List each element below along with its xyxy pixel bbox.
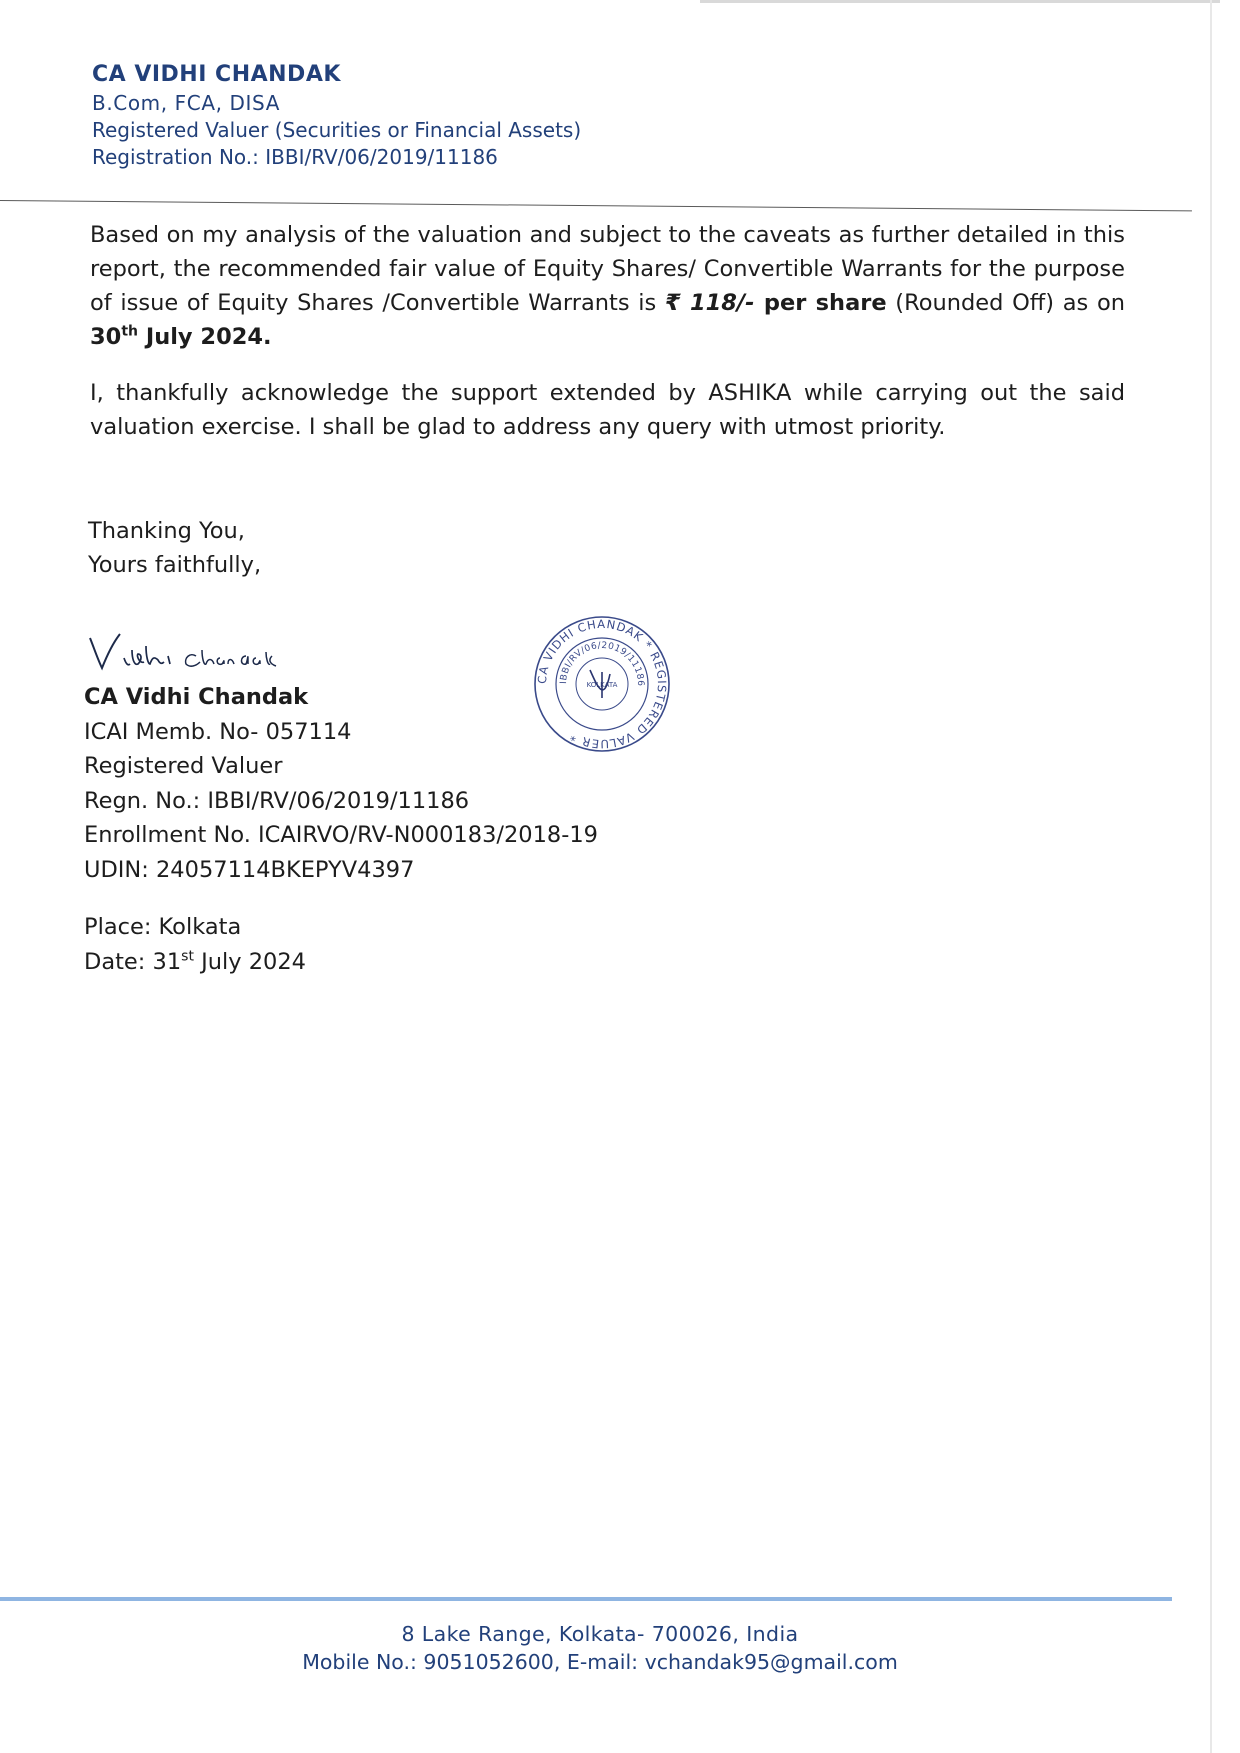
rounded-off-text: (Rounded Off) as on bbox=[886, 290, 1125, 316]
letterhead-designation: Registered Valuer (Securities or Financial Assets) bbox=[92, 118, 582, 142]
valuation-date-rest: July 2024. bbox=[137, 324, 272, 350]
date bbox=[84, 945, 306, 980]
letterhead-qualifications: B.Com, FCA, DISA bbox=[92, 91, 280, 115]
page-top-edge bbox=[700, 0, 1220, 3]
date-suffix: st bbox=[181, 948, 194, 965]
date-rest: July 2024 bbox=[193, 949, 306, 975]
page-right-edge bbox=[1210, 0, 1212, 1753]
footer-divider bbox=[0, 1597, 1172, 1601]
date-prefix: Date: 31 bbox=[84, 949, 182, 975]
valuation-date-suffix: th bbox=[121, 323, 138, 340]
letterhead-name: CA VIDHI CHANDAK bbox=[92, 62, 341, 87]
fair-value-amount: ₹ 118/- bbox=[664, 290, 755, 316]
letterhead bbox=[92, 62, 581, 172]
registered-valuer-seal bbox=[532, 614, 672, 754]
signatory-name: CA Vidhi Chandak bbox=[84, 684, 309, 710]
signatory-role: Registered Valuer bbox=[84, 753, 283, 779]
letterhead-registration: Registration No.: IBBI/RV/06/2019/11186 bbox=[92, 145, 498, 169]
fair-value-unit: per share bbox=[754, 290, 887, 316]
seal-center-text: KOLKATA bbox=[586, 681, 618, 689]
place: Place: Kolkata bbox=[84, 914, 242, 940]
seal-inner-text: IBBI/RV/06/2019/11186 bbox=[558, 640, 646, 687]
valuation-text: Based on my analysis of the valuation and subject to the caveats as further detailed in this report, the recommended fair value of Equity Shares/ Convertible Warrants for the purpose of issue of Equity Shares /Convertible Warrants is bbox=[90, 222, 1125, 316]
closing-thanks: Thanking You, bbox=[88, 518, 245, 544]
valuation-date-day: 30 bbox=[90, 324, 122, 350]
valuation-paragraph bbox=[90, 218, 1125, 354]
place-date-block bbox=[84, 910, 306, 980]
footer-address: 8 Lake Range, Kolkata- 700026, India bbox=[401, 1622, 799, 1646]
signatory-details bbox=[84, 680, 598, 887]
signatory-membership: ICAI Memb. No- 057114 bbox=[84, 718, 352, 745]
signatory-regn: Regn. No.: IBBI/RV/06/2019/11186 bbox=[84, 787, 470, 814]
fair-value bbox=[665, 290, 887, 316]
header-divider bbox=[0, 200, 1192, 211]
valuation-date bbox=[90, 324, 272, 350]
handwritten-signature bbox=[86, 628, 296, 676]
acknowledgement-paragraph: I, thankfully acknowledge the support extended by ASHIKA while carrying out the said valuation exercise. I shall be glad to address any query with utmost priority. bbox=[90, 380, 1125, 440]
footer bbox=[0, 1620, 1200, 1676]
footer-contact: Mobile No.: 9051052600, E-mail: vchandak95@gmail.com bbox=[302, 1650, 898, 1674]
seal-outer-text: CA VIDHI CHANDAK * REGISTERED VALUER * bbox=[534, 616, 670, 752]
signatory-udin: UDIN: 24057114BKEPYV4397 bbox=[84, 856, 415, 883]
signatory-enrollment: Enrollment No. ICAIRVO/RV-N000183/2018-19 bbox=[84, 822, 598, 848]
closing-faithfully: Yours faithfully, bbox=[88, 552, 262, 578]
closing-block bbox=[88, 514, 261, 582]
